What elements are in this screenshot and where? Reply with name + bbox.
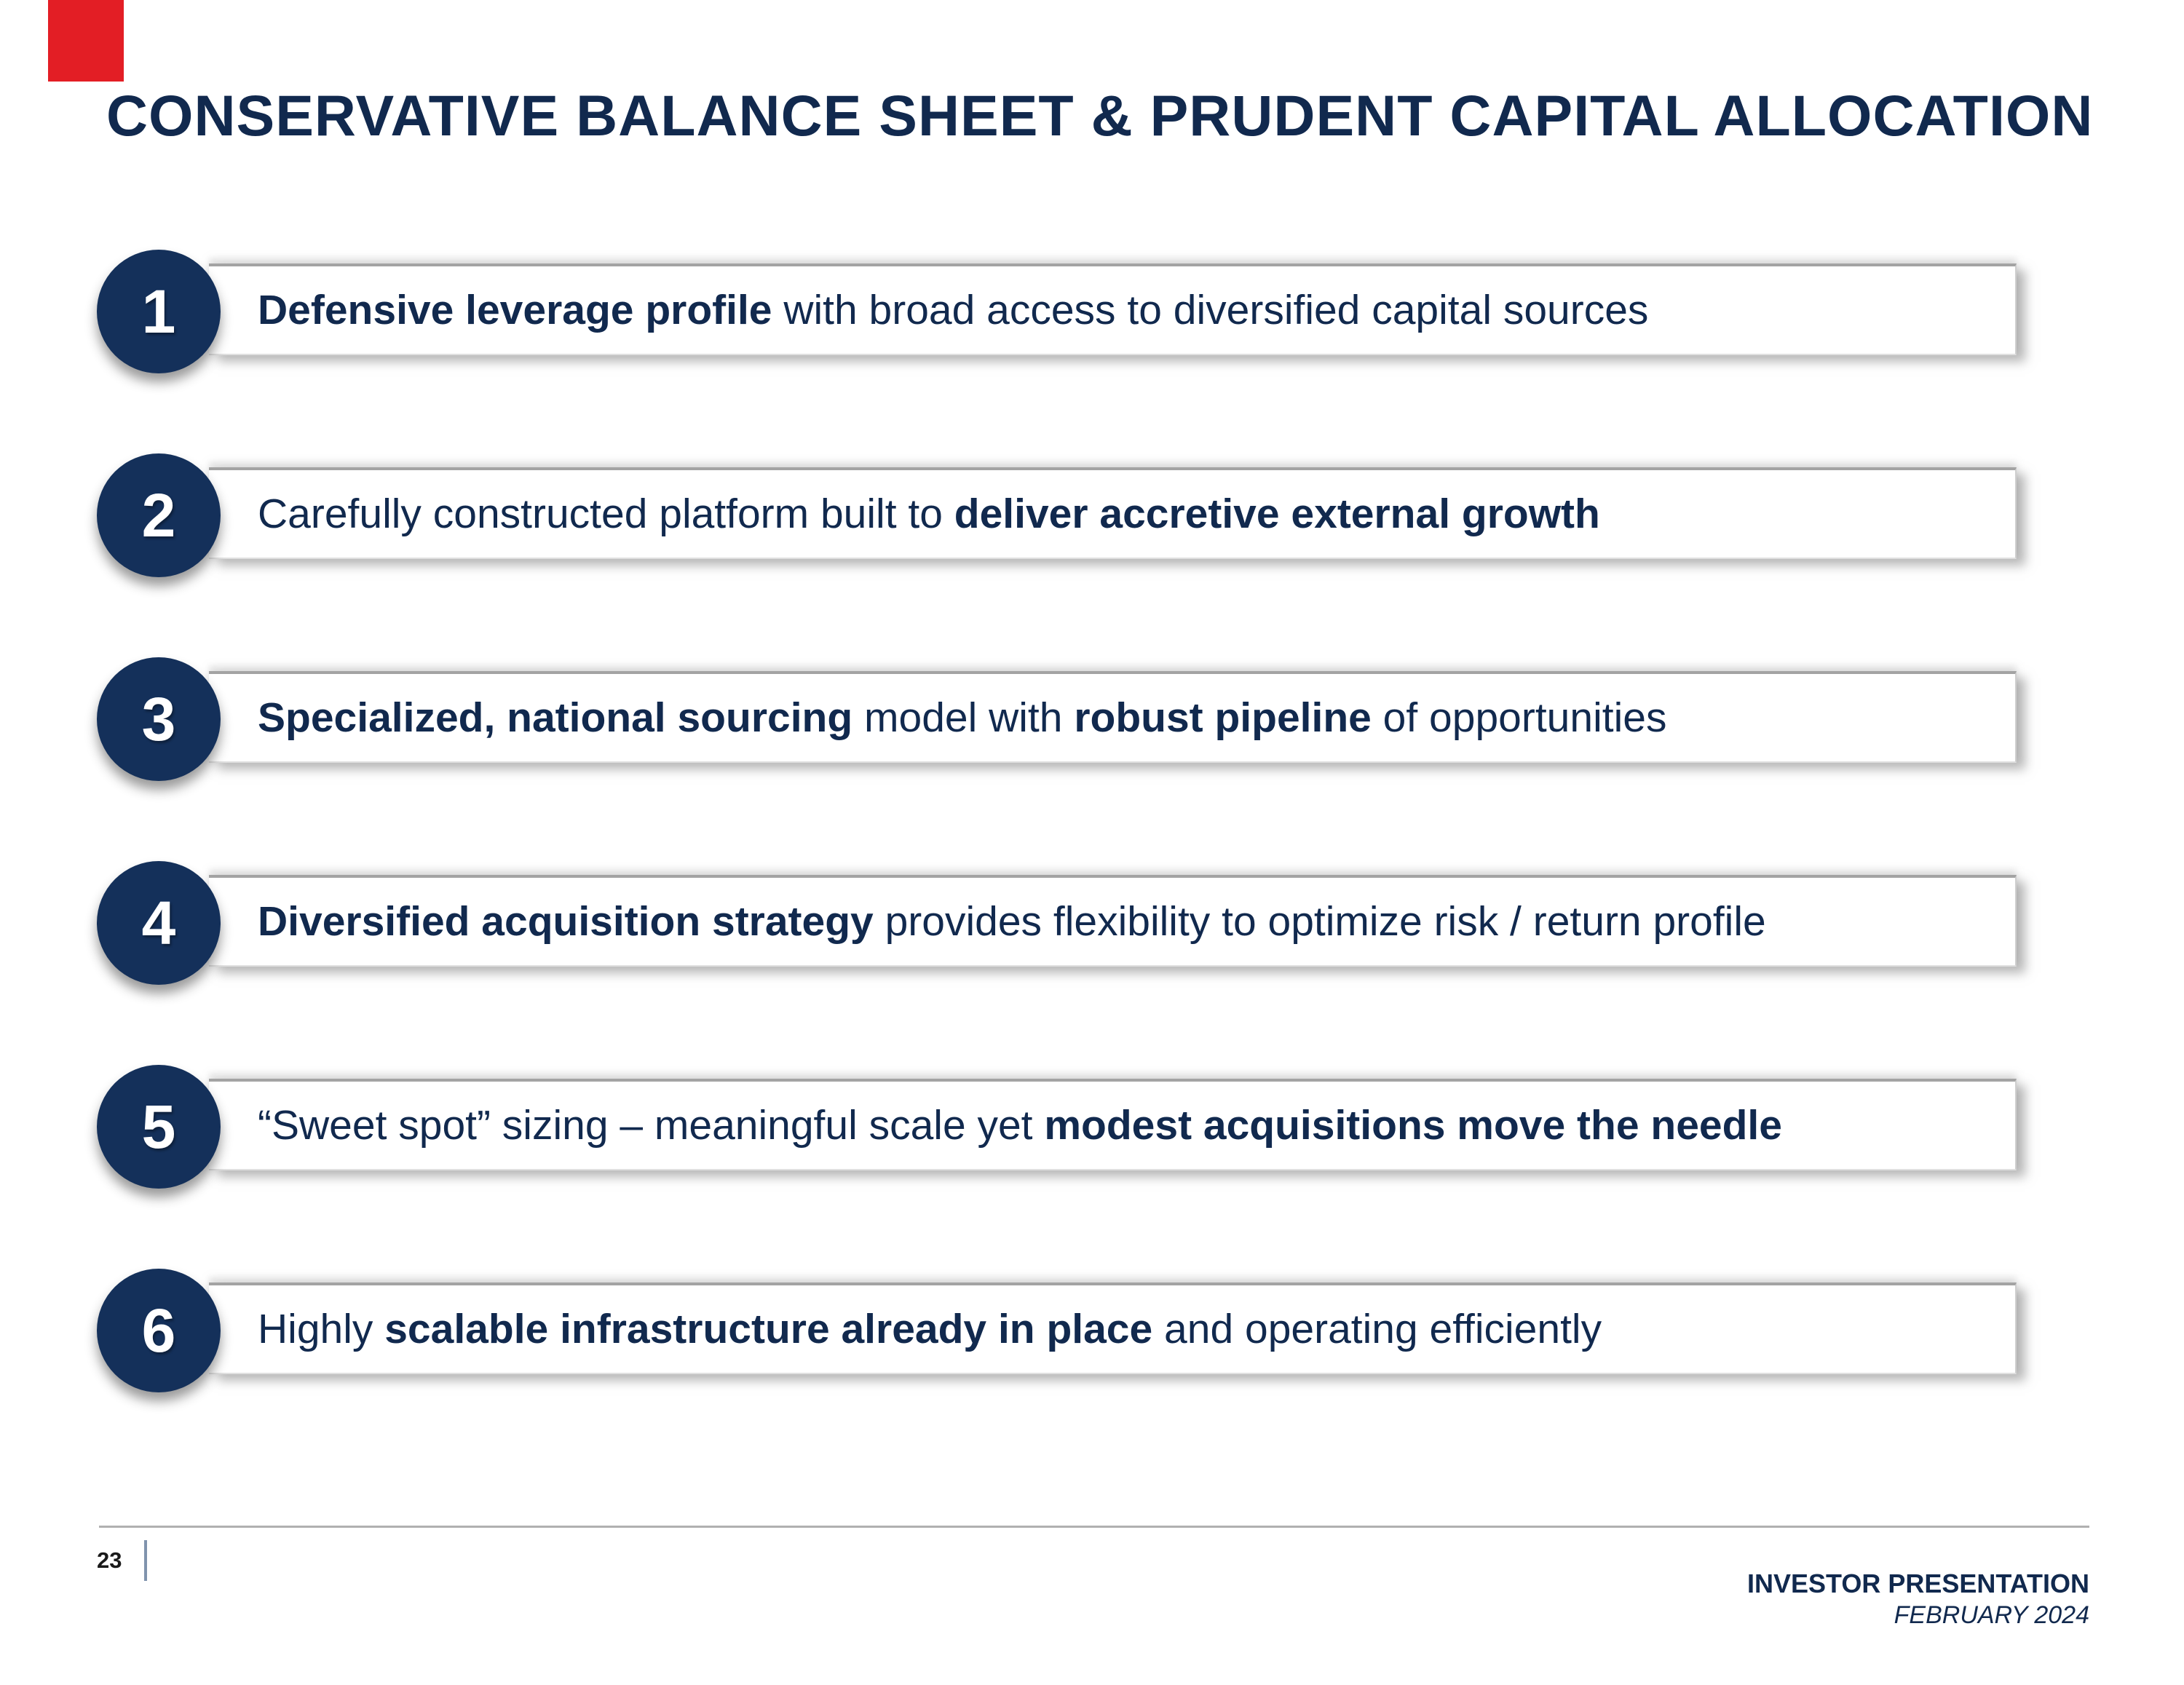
- step-number: 1: [141, 277, 176, 346]
- footer-right-block: [1747, 1571, 2089, 1627]
- statement-bar: [209, 1079, 2017, 1170]
- footer-tick-mark: [144, 1540, 147, 1581]
- statement-segment-bold: modest acquisitions move the needle: [1044, 1101, 1782, 1149]
- key-point-row: [0, 1269, 2184, 1392]
- statement-segment-bold: deliver accretive external growth: [954, 490, 1600, 537]
- step-number: 2: [141, 481, 176, 550]
- statement-text: [209, 897, 1766, 945]
- step-number: 4: [141, 889, 176, 957]
- statement-text: [209, 694, 1667, 741]
- statement-segment: “Sweet spot” sizing – meaningful scale yet: [258, 1101, 1045, 1149]
- statement-segment: Carefully constructed platform built to: [258, 490, 954, 537]
- statement-segment: and operating efficiently: [1152, 1305, 1602, 1352]
- footer-presentation-label: INVESTOR PRESENTATION: [1746, 1569, 2089, 1598]
- statement-segment: model with: [852, 694, 1075, 741]
- step-number-badge: [97, 1065, 221, 1189]
- statement-text: [209, 286, 1649, 333]
- red-accent-tab: [48, 0, 124, 82]
- key-point-row: [0, 1065, 2184, 1189]
- footer-date-label: FEBRUARY 2024: [1894, 1601, 2089, 1629]
- statement-segment-bold: robust pipeline: [1074, 694, 1372, 741]
- statement-segment-bold: Diversified acquisition strategy: [258, 897, 874, 945]
- key-point-row: [0, 250, 2184, 373]
- statement-segment: provides flexibility to optimize risk / return profile: [873, 897, 1766, 945]
- step-number: 6: [141, 1296, 176, 1365]
- step-number-badge: [97, 657, 221, 781]
- key-point-row: [0, 657, 2184, 781]
- statement-segment: Highly: [258, 1305, 385, 1352]
- statement-segment: of opportunities: [1371, 694, 1667, 741]
- statement-text: [209, 490, 1600, 537]
- step-number-badge: [97, 1269, 221, 1392]
- key-point-row: [0, 861, 2184, 985]
- footer-divider-line: [99, 1526, 2089, 1528]
- statement-text: [209, 1305, 1602, 1352]
- page-number: 23: [97, 1547, 122, 1573]
- statement-bar: [209, 671, 2017, 763]
- statement-bar: [209, 263, 2017, 355]
- slide-title: CONSERVATIVE BALANCE SHEET & PRUDENT CAPITAL ALLOCATION: [106, 83, 2094, 148]
- statement-segment-bold: scalable infrastructure already in place: [384, 1305, 1153, 1352]
- statement-segment: with broad access to diversified capital sources: [772, 286, 1649, 333]
- statement-segment-bold: Specialized, national sourcing: [258, 694, 853, 741]
- statement-bar: [209, 1282, 2017, 1374]
- step-number-badge: [97, 250, 221, 373]
- step-number-badge: [97, 861, 221, 985]
- step-number: 5: [141, 1093, 176, 1161]
- statement-bar: [209, 875, 2017, 967]
- statement-text: [209, 1101, 1782, 1149]
- key-point-row: [0, 453, 2184, 577]
- statement-segment-bold: Defensive leverage profile: [258, 286, 772, 333]
- step-number: 3: [141, 685, 176, 753]
- step-number-badge: [97, 453, 221, 577]
- statement-bar: [209, 467, 2017, 559]
